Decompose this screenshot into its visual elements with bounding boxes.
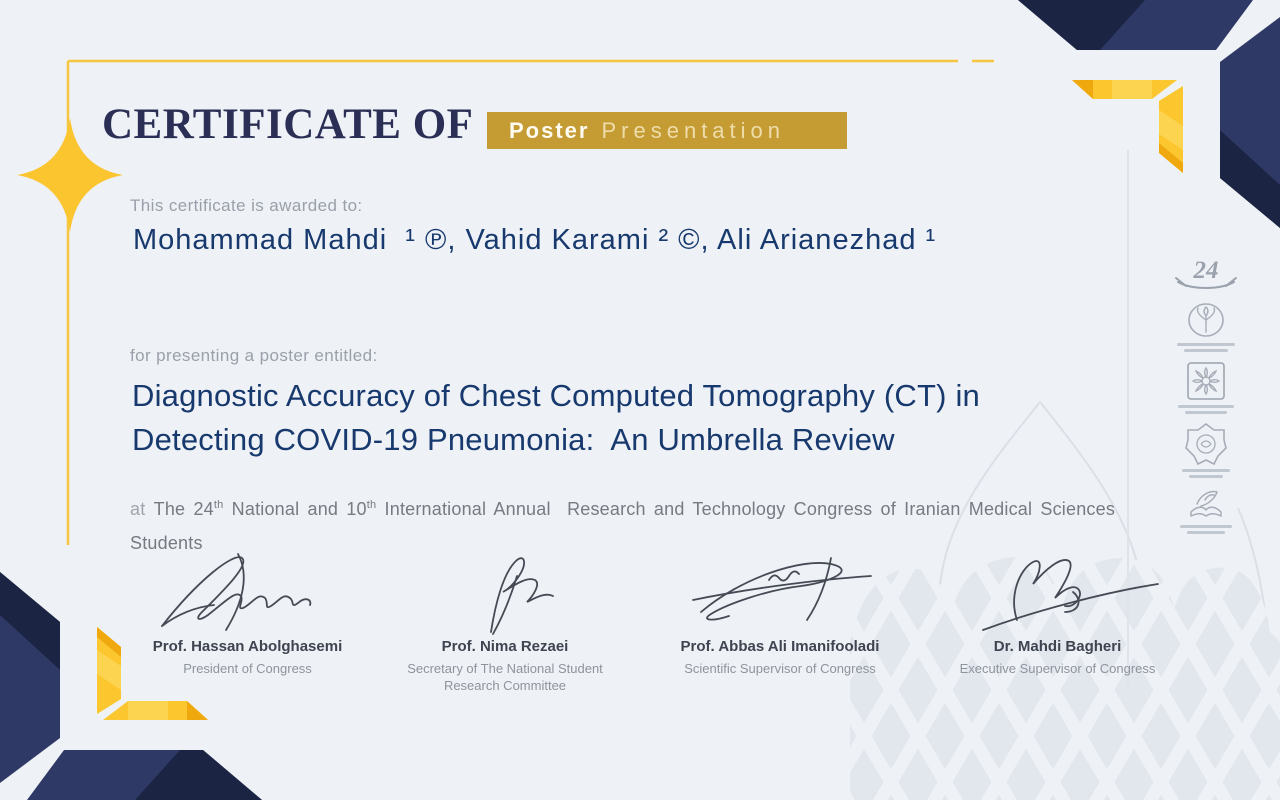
student-scientific-association-logo: [1180, 486, 1232, 534]
corner-decor-top-right: [1018, 0, 1280, 228]
signatory-role: Secretary of The National Student Research Committee: [407, 661, 603, 693]
signature-imanifooladi-icon: [665, 550, 895, 636]
signature-block-president: [135, 550, 360, 677]
persian-caption: [1177, 343, 1235, 346]
poster-title: [132, 374, 980, 462]
poster-presentation-badge: [487, 112, 847, 149]
certificate-title: CERTIFICATE OF: [102, 101, 474, 148]
svg-text:24: 24: [1193, 257, 1219, 284]
signatory-name: Prof. Nima Rezaei: [441, 638, 569, 655]
persian-caption: [1185, 411, 1227, 414]
signatory-name: Dr. Mahdi Bagheri: [993, 638, 1122, 655]
ministry-of-health-tree-logo: [1177, 302, 1235, 352]
congress-part2: National and 10: [223, 499, 367, 519]
congress-24th-logo: [1170, 250, 1242, 294]
congress-sup2: th: [366, 499, 377, 511]
persian-caption: [1189, 475, 1223, 478]
persian-caption: [1180, 525, 1232, 528]
congress-part3: International Annual Research and Technology Congress of Iranian Medical Sciences Students: [130, 499, 1124, 553]
awardee-names: Mohammad Mahdi ¹ ℗, Vahid Karami ² ©, Ali Arianezhad ¹: [133, 224, 937, 256]
poster-entitled-label: for presenting a poster entitled:: [130, 346, 378, 365]
signatory-role: Scientific Supervisor of Congress: [684, 661, 876, 676]
signature-block-executive-supervisor: [940, 550, 1175, 677]
congress-at: at: [130, 499, 154, 519]
congress-part1: The 24: [153, 499, 214, 519]
logo-column: [1164, 250, 1248, 534]
signature-block-scientific-supervisor: [640, 550, 920, 677]
persian-caption: [1178, 405, 1234, 408]
awarded-to-label: This certificate is awarded to:: [130, 196, 363, 215]
signature-bagheri-icon: [953, 550, 1163, 636]
badge-bold-text: Poster: [509, 117, 590, 143]
signatory-name: Prof. Hassan Abolghasemi: [152, 638, 343, 655]
medical-university-emblem-logo: [1182, 422, 1230, 478]
signature-abolghasemi-icon: [148, 550, 348, 636]
signature-block-secretary: [395, 550, 615, 694]
persian-caption: [1187, 531, 1225, 534]
persian-caption: [1182, 469, 1230, 472]
student-research-committee-flower-logo: [1178, 360, 1234, 414]
signatory-role: Executive Supervisor of Congress: [959, 661, 1156, 676]
signatory-role: President of Congress: [183, 661, 312, 676]
badge-light-text: Presentation: [601, 117, 786, 143]
signature-rezaei-icon: [405, 550, 605, 636]
poster-title-line1: Diagnostic Accuracy of Chest Computed Tomography (CT) in: [132, 378, 980, 413]
persian-caption: [1184, 349, 1228, 352]
poster-title-line2: Detecting COVID-19 Pneumonia: An Umbrella Review: [132, 422, 895, 457]
congress-sup1: th: [213, 499, 224, 511]
signatory-name: Prof. Abbas Ali Imanifooladi: [680, 638, 880, 655]
